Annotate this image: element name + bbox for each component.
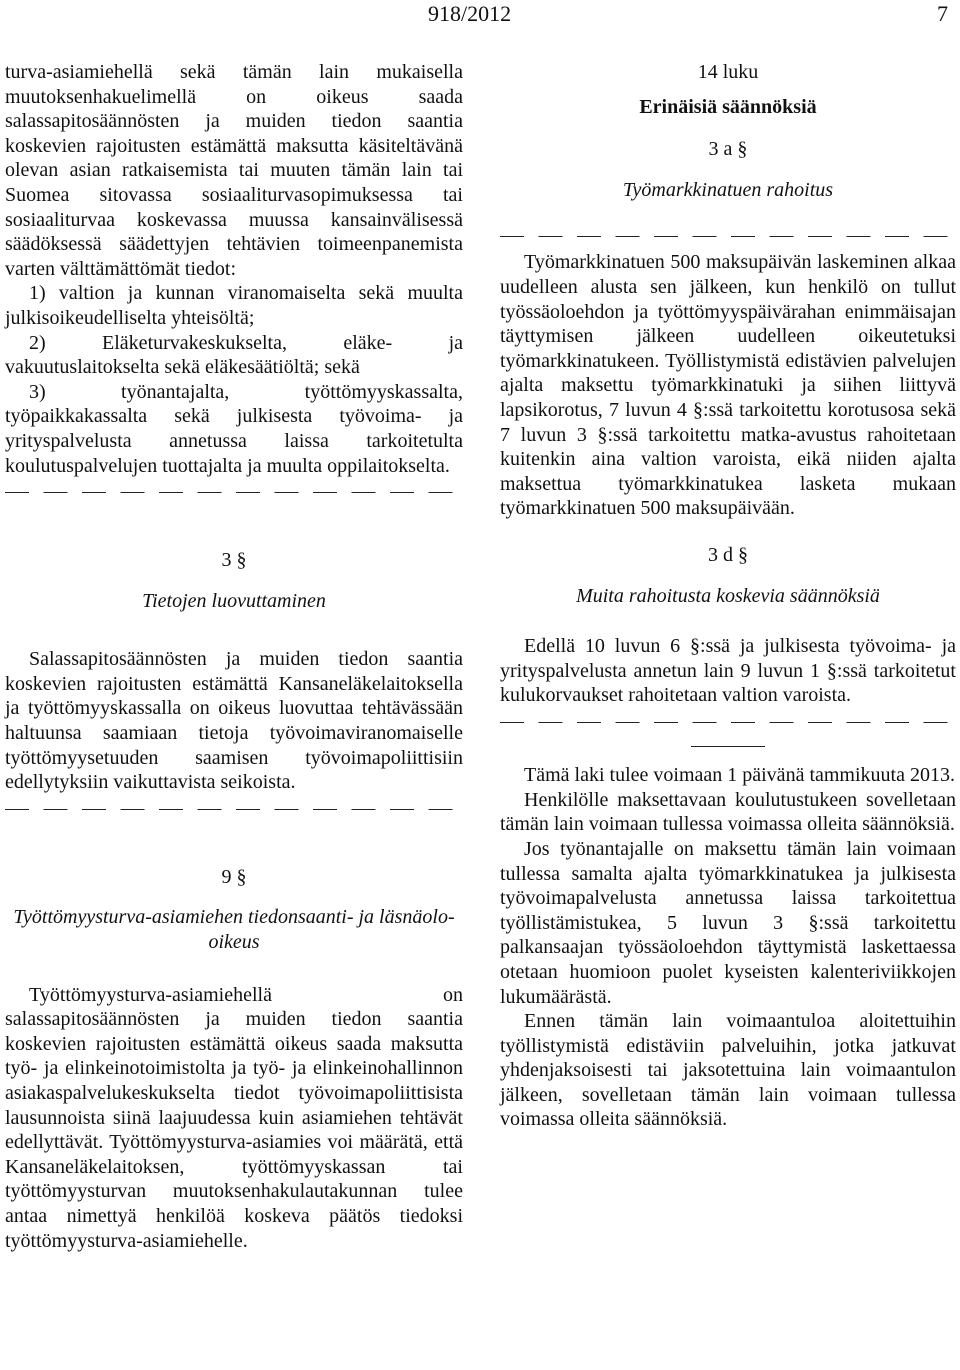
right-column	[500, 60, 956, 1132]
section-title: Muita rahoitusta koskevia säännöksiä	[576, 584, 880, 607]
section-title: Tietojen luovuttaminen	[142, 589, 326, 612]
paragraph: Salassapitosäännösten ja muiden tiedon saantia koskevien rajoitusten estämättä Kansaneläkelaitoksella ja työttömyyskassalla on oikeus luovuttaa tehtävässään haltuunsa saamiaan tietoja työvoimaviranomaiselle työttömyysetuuden saamisen työvoimapoliittisiin edellytyksiin vaikuttavista seikoista.	[5, 648, 463, 794]
section-number: 3 a §	[708, 138, 748, 161]
left-column	[5, 60, 463, 1253]
list-item: 2) Eläketurvakeskukselta, eläke- ja vakuutuslaitokselta sekä eläkesäätiöltä; sekä	[5, 331, 463, 379]
paragraph: turva-asiamiehellä sekä tämän lain mukaisella muutoksenhakuelimellä on oikeus saada salassapitosäännösten ja muiden tiedon saantia koskevien rajoitusten estämättä maksutta käsiteltävänä olevan asian ratkaisemista tai muuten tämän lain tai Suomea sitovassa sosiaaliturvasopimuksessa tai sosiaaliturvaa koskevassa muussa kansainvälisessä säädöksessä säädettyjen tehtävien toimeenpanemista varten välttämättömät tiedot:	[5, 61, 463, 280]
omission-dashes	[5, 801, 463, 815]
omission-dashes	[500, 714, 956, 728]
paragraph: Työttömyysturva-asiamiehellä on salassapitosäännösten ja muiden tiedon saantia koskevien rajoitusten estämättä oikeus saada maksutta työ- ja elinkeinotoimistolta ja työ- ja elinkeinohallinnon asiakaspalvelukeskukselta tiedot työvoimapoliittisista lausunnoista siinä laajuudessa kuin asiamiehen tehtävät edellyttävät. Työttömyysturva-asiamies voi määrätä, että Kansaneläkelaitoksen, työttömyyskassan tai työttömyysturvan muutoksenhakulautakunnan tulee antaa nimettyä henkilöä koskeva päätös tiedoksi työttömyysturva-asiamiehelle.	[5, 983, 463, 1252]
omission-dashes	[5, 484, 463, 498]
paragraph: Edellä 10 luvun 6 §:ssä ja julkisesta työvoima- ja yrityspalvelusta annetun lain 9 luvun 1 §:ssä tarkoitetut kulukorvaukset rahoitetaan valtion varoista.	[500, 635, 956, 707]
section-number: 3 §	[221, 549, 247, 572]
section-title: Työttömyysturva-asiamiehen tiedonsaanti- ja läsnäolo-oikeus	[13, 906, 455, 954]
chapter-number: 14 luku	[697, 61, 759, 83]
section-number: 9 §	[221, 865, 247, 888]
transition-paragraph: Jos työnantajalle on maksettu tämän lain voimaan tullessa samalta ajalta työmarkkinatukea ja julkisesta työvoimapalvelusta annetussa laissa tarkoitettua työllistämistukea, 5 luvun 3 §:ssä tarkoitettu palkansaajan työssäoloehdon täyttymistä laskettaessa otetaan huomioon puolet kyseisten kalenteriviikkojen lukumäärästä.	[500, 837, 956, 1008]
list-item: 3) työnantajalta, työttömyyskassalta, työpaikkakassalta sekä julkisesta työvoima- ja yrityspalvelusta annetussa laissa tarkoitetulta koulutuspalvelujen tuottajalta ja muulta oppilaitokselta.	[5, 380, 463, 477]
transition-paragraph: Ennen tämän lain voimaantuloa aloitettuihin työllistymistä edistäviin palveluihin, jotka jatkuvat yhdenjaksoisesti tai jaksotettuina lain voimaantulon jälkeen, sovelletaan tämän lain voimaan tullessa voimassa olleita säännöksiä.	[500, 1010, 956, 1131]
omission-dashes	[500, 228, 956, 242]
chapter-title: Erinäisiä säännöksiä	[639, 95, 817, 118]
section-number: 3 d §	[708, 543, 748, 566]
paragraph: Työmarkkinatuen 500 maksupäivän laskeminen alkaa uudelleen alusta sen jälkeen, kun henkilö on tullut työssäoloehdon ja työttömyyspäivärahan enimmäisajan täyttymisen jälkeen uudelleen oikeutetuksi työmarkkinatukeen. Työllistymistä edistävien palvelujen ajalta maksettu työmarkkinatuki ja siihen liittyvä lapsikorotus, 7 luvun 4 §:ssä tarkoitettu korotusosa sekä 7 luvun 3 §:ssä tarkoitettu matka-avustus rahoitetaan kuitenkin aina valtion varoista, eikä niiden ajalta maksettua työmarkkinatukea lasketa mukaan työmarkkinatuen 500 maksupäivään.	[500, 251, 956, 520]
page-number: 7	[937, 1, 948, 26]
document-number: 918/2012	[428, 1, 512, 26]
list-item: 1) valtion ja kunnan viranomaiselta sekä muulta julkisoikeudelliselta yhteisöltä;	[5, 282, 463, 329]
page-header	[0, 0, 960, 30]
section-title: Työmarkkinatuen rahoitus	[622, 178, 834, 201]
transition-paragraph: Tämä laki tulee voimaan 1 päivänä tammikuuta 2013.	[524, 764, 955, 787]
transition-paragraph: Henkilölle maksettavaan koulutustukeen sovelletaan tämän lain voimaan tullessa voimassa olleita säännöksiä.	[500, 788, 956, 836]
separator-line	[691, 746, 765, 747]
